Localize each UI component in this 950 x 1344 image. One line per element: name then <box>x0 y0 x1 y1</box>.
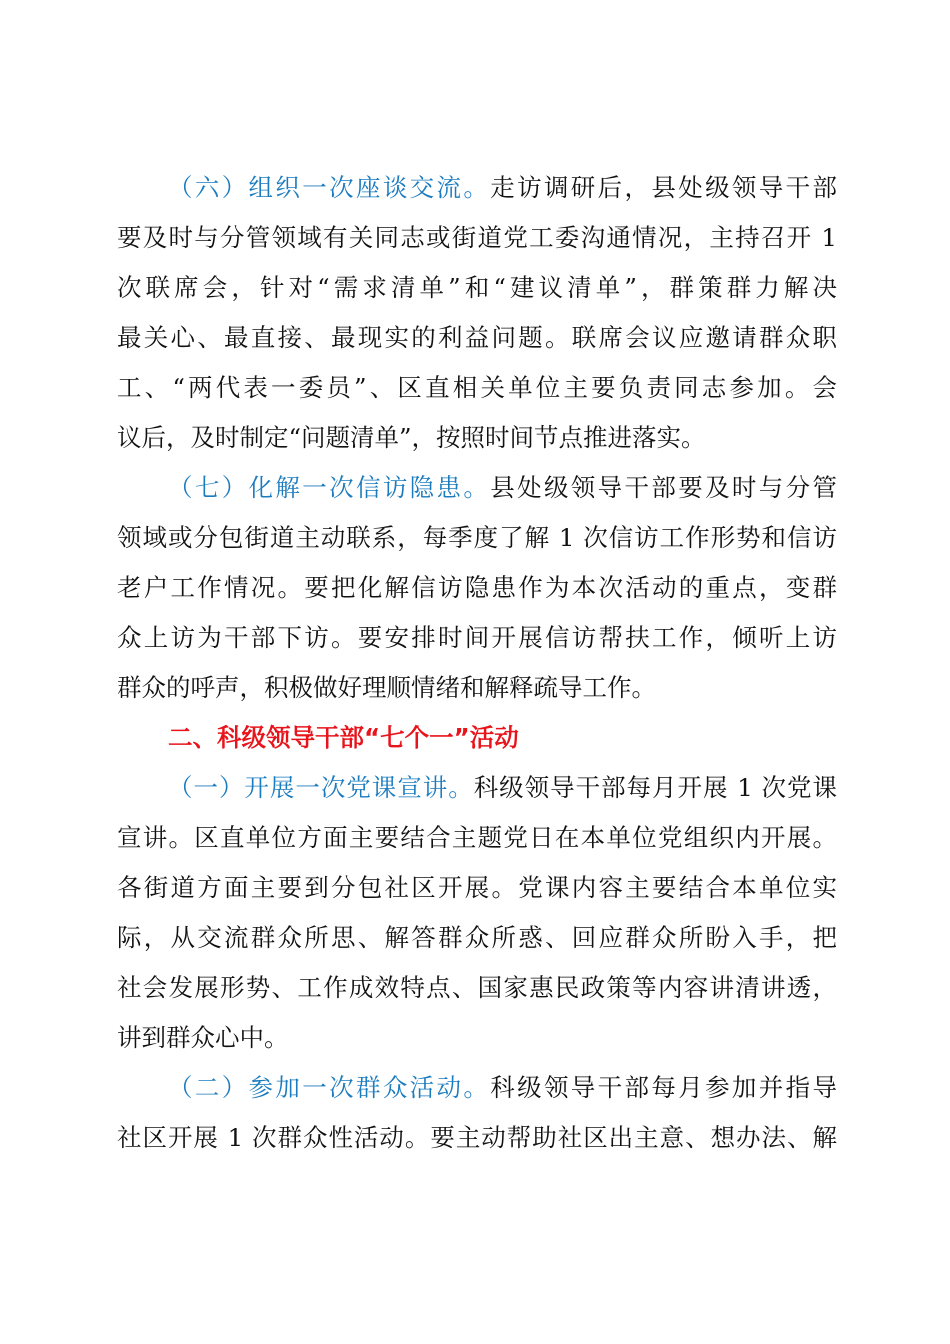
subsection-heading: （二）参加一次群众活动。 <box>168 1073 491 1102</box>
paragraph-line: 讲到群众心中。 <box>117 1023 289 1052</box>
paragraph-line: 社区开展 1 次群众性活动。要主动帮助社区出主意、想办法、解 <box>117 1123 837 1152</box>
section-heading: 二、科级领导干部“七个一”活动 <box>168 723 519 752</box>
subsection-heading: （一）开展一次党课宣讲。 <box>168 773 474 802</box>
paragraph-line: 宣讲。区直单位方面主要结合主题党日在本单位党组织内开展。 <box>117 823 837 852</box>
paragraph-line: 各街道方面主要到分包社区开展。党课内容主要结合本单位实 <box>117 873 837 902</box>
paragraph-line: 要及时与分管领域有关同志或街道党工委沟通情况，主持召开 1 <box>117 223 837 252</box>
paragraph-line: 领域或分包街道主动联系，每季度了解 1 次信访工作形势和信访 <box>117 523 837 552</box>
paragraph-text: 走访调研后，县处级领导干部 <box>490 173 837 202</box>
paragraph-line: 老户工作情况。要把化解信访隐患作为本次活动的重点，变群 <box>117 573 837 602</box>
paragraph-line <box>168 168 837 208</box>
subsection-heading: （七）化解一次信访隐患。 <box>168 473 491 502</box>
paragraph-line: 工、“两代表一委员”、区直相关单位主要负责同志参加。会 <box>117 373 837 402</box>
paragraph-text: 科级领导干部每月开展 1 次党课 <box>473 773 838 802</box>
paragraph-line: 议后，及时制定“问题清单”，按照时间节点推进落实。 <box>117 423 706 452</box>
paragraph-text: 科级领导干部每月参加并指导 <box>490 1073 837 1102</box>
paragraph-line: 社会发展形势、工作成效特点、国家惠民政策等内容讲清讲透， <box>117 973 837 1002</box>
paragraph-line <box>168 768 837 808</box>
subsection-heading: （六）组织一次座谈交流。 <box>168 173 491 202</box>
paragraph-line <box>168 468 837 508</box>
paragraph-line: 际，从交流群众所思、解答群众所惑、回应群众所盼入手，把 <box>117 923 837 952</box>
paragraph-line: 次联席会，针对“需求清单”和“建议清单”，群策群力解决 <box>117 273 837 302</box>
paragraph-line <box>168 1068 837 1108</box>
paragraph-line: 最关心、最直接、最现实的利益问题。联席会议应邀请群众职 <box>117 323 837 352</box>
paragraph-text: 县处级领导干部要及时与分管 <box>490 473 837 502</box>
paragraph-line: 众上访为干部下访。要安排时间开展信访帮扶工作，倾听上访 <box>117 623 837 652</box>
paragraph-line: 群众的呼声，积极做好理顺情绪和解释疏导工作。 <box>117 673 656 702</box>
